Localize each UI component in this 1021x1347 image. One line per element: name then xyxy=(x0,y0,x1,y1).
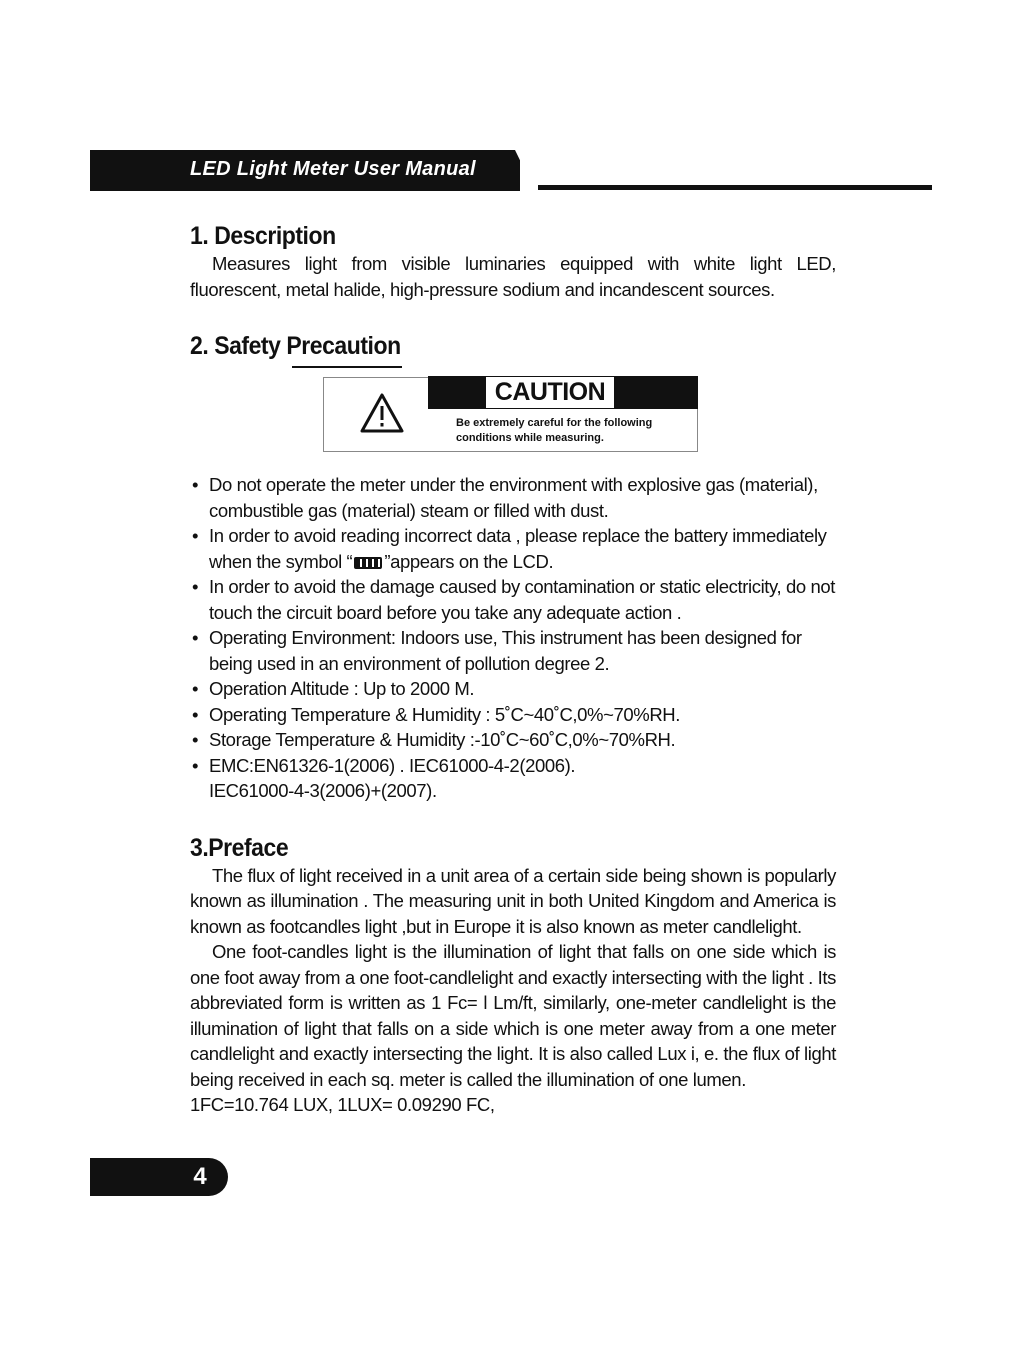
conversion-formula: 1FC=10.764 LUX, 1LUX= 0.09290 FC, xyxy=(190,1094,495,1115)
list-item: • Storage Temperature & Humidity :-10˚C~60˚C,0%~70%RH. xyxy=(190,727,836,753)
safety-title: 2. Safety Precaution xyxy=(190,332,401,360)
list-item: • In order to avoid reading incorrect data , please replace the battery immediately when the symbol “ ”appears on the LCD. xyxy=(190,523,836,574)
header-rule xyxy=(538,185,932,190)
description-text: Measures light from visible luminaries equipped with white light LED, fluorescent, metal halide, high-pressure sodium and incandescent sources. xyxy=(190,253,836,300)
list-item: • Operating Environment: Indoors use, This instrument has been designed for being used in an environment of pollution degree 2. xyxy=(190,625,836,676)
caution-label: CAUTION xyxy=(486,377,614,408)
list-item: • Do not operate the meter under the environment with explosive gas (material), combustible gas (material) steam or filled with dust. xyxy=(190,472,836,523)
warning-triangle-icon xyxy=(359,392,405,434)
safety-list xyxy=(190,472,836,804)
list-item: • Operation Altitude : Up to 2000 M. xyxy=(190,676,836,702)
list-item: • EMC:EN61326-1(2006) . IEC61000-4-2(2006). IEC61000-4-3(2006)+(2007). xyxy=(190,753,836,804)
preface-section xyxy=(190,834,836,1118)
manual-title: LED Light Meter User Manual xyxy=(190,158,476,180)
list-item: • In order to avoid the damage caused by contamination or static electricity, do not touch the circuit board before you take any adequate action . xyxy=(190,574,836,625)
description-section xyxy=(190,222,836,308)
safety-title-underline xyxy=(292,366,402,368)
caution-note: Be extremely careful for the following conditions while measuring. xyxy=(456,417,653,444)
page-number: 4 xyxy=(193,1163,207,1190)
page-content xyxy=(190,222,836,1118)
battery-low-icon xyxy=(354,557,382,569)
caution-box xyxy=(323,377,698,452)
preface-paragraph: One foot-candles light is the illumination of light that falls on one side which is one foot away from a one foot-candlelight and exactly intersecting with the light . Its abbreviated form is written as 1 Fc= l Lm/ft, similarly, one-meter candlelight is the illumination of light that falls on a side which is one meter away from a one meter candlelight and exactly intersecting the light. It is also called Lux i, e. the flux of light being received in each sq. meter is called the illumination of one lumen. xyxy=(190,941,836,1090)
preface-title: 3.Preface xyxy=(190,833,289,862)
description-title: 1. Description xyxy=(190,222,336,250)
safety-section xyxy=(190,332,836,804)
list-item: • Operating Temperature & Humidity : 5˚C~40˚C,0%~70%RH. xyxy=(190,702,836,728)
preface-paragraph: The flux of light received in a unit area of a certain side being shown is popularly known as illumination . The measuring unit in both United Kingdom and America is known as footcandles light ,but in Europe it is also known as meter candlelight. xyxy=(190,864,836,937)
